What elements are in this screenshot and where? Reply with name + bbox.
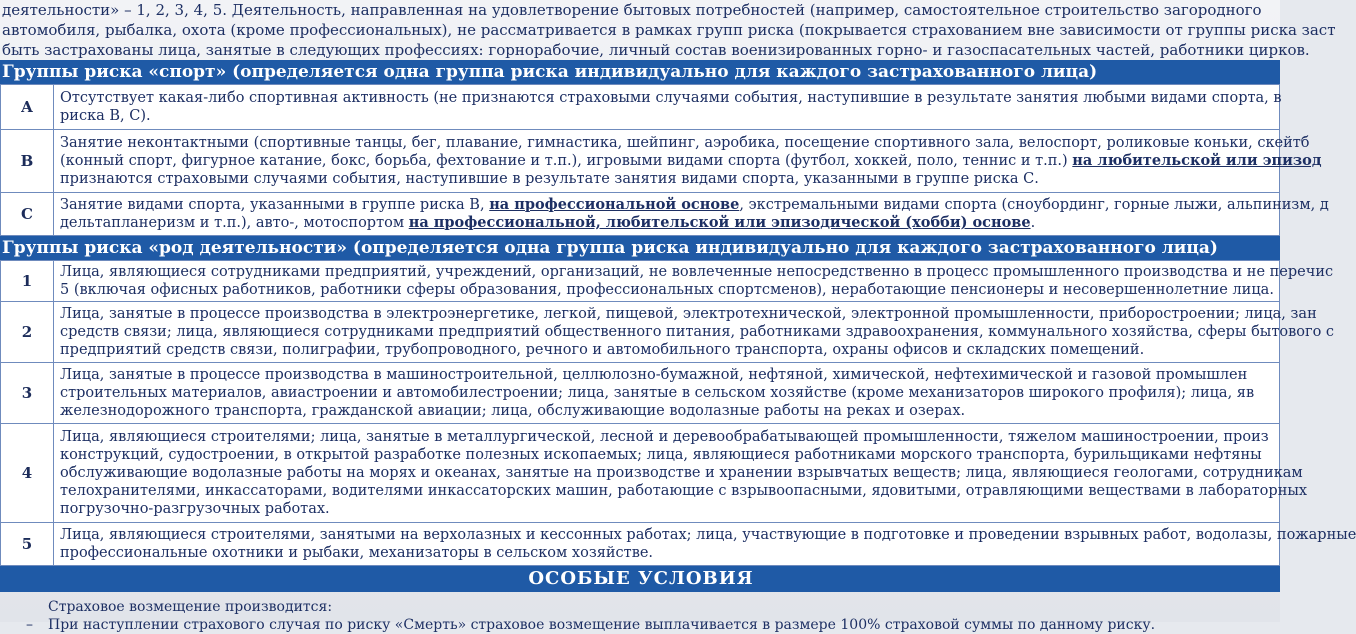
description-line: обслуживающие водолазные работы на морях и океанах, занятые на производстве и хранении взрывчатых веществ; лица, являющиеся геологами, сотрудникам	[60, 465, 1303, 481]
description-line: конструкций, судостроении, в открытой разработке полезных ископаемых; лица, являющиеся работниками морского транспорта, бурильщиками нефтяны	[60, 447, 1262, 463]
description-line: Занятие неконтактными (спортивные танцы, бег, плавание, гимнастика, шейпинг, аэробика, посещение спортивного зала, велоспорт, роликовые коньки, скейтб	[60, 135, 1310, 151]
risk-description	[54, 130, 1322, 193]
description-line: Лица, являющиеся сотрудниками предприятий, учреждений, организаций, не вовлеченные непосредственно в процесс промышленного производства и не перечис	[60, 264, 1334, 280]
description-line: строительных материалов, авиастроении и автомобилестроении; лица, занятые в сельском хозяйстве (кроме механизаторов широкого профиля); лица, яв	[60, 385, 1255, 401]
description-line: Лица, являющиеся строителями; лица, занятые в металлургической, лесной и деревообрабатывающей промышленности, тяжелом машиностроении, произ	[60, 429, 1269, 445]
intro-line: автомобиля, рыбалка, охота (кроме профессиональных), не рассматривается в рамках групп риска (покрывается страхованием вне зависимости от группы риска заст	[2, 21, 1336, 39]
sport-section-title: Группы риска «спорт» (определяется одна группа риска индивидуально для каждого застрахованного лица)	[0, 60, 1280, 84]
list-item	[26, 616, 1280, 634]
description-line: Отсутствует какая-либо спортивная активность (не признаются страховыми случаями события, наступившие в результате занятия любыми видами спорта, в	[60, 90, 1282, 106]
description-text: дельтапланеризм и т.п.), авто-, мотоспортом	[60, 215, 409, 231]
risk-code: C	[1, 193, 54, 236]
risk-description	[54, 523, 1356, 566]
description-line: предприятий средств связи, полиграфии, трубопроводного, речного и автомобильного транспорта, охраны офисов и складских помещений.	[60, 342, 1145, 358]
intro-text	[0, 0, 1336, 60]
risk-description	[54, 261, 1334, 302]
work-section-title: Группы риска «род деятельности» (определяется одна группа риска индивидуально для каждого застрахованного лица)	[0, 236, 1280, 260]
table-row	[1, 363, 1280, 424]
description-line: 5 (включая офисных работников, работники сферы образования, профессиональных спортсменов), неработающие пенсионеры и несовершеннолетние лица.	[60, 282, 1274, 298]
description-line: признаются страховыми случаями события, наступившие в результате занятия видами спорта, указанными в группе риска С.	[60, 171, 1039, 187]
table-row	[1, 85, 1280, 130]
description-line	[60, 196, 1329, 214]
risk-code: 5	[1, 523, 54, 566]
risk-description	[54, 193, 1329, 236]
list-item-text: При наступлении страхового случая по риску «Смерть» страховое возмещение выплачивается в размере 100% страховой суммы по данному риску.	[48, 617, 1156, 633]
description-line	[60, 152, 1322, 170]
risk-code: 1	[1, 261, 54, 302]
description-line: телохранителями, инкассаторами, водителями инкассаторских машин, работающие с взрывоопасными, ядовитыми, отравляющими веществами в лабораторных	[60, 483, 1308, 499]
description-line: Лица, являющиеся строителями, занятыми на верхолазных и кессонных работах; лица, участвующие в подготовке и проведении взрывных работ, водолазы, пожарные	[60, 527, 1356, 543]
special-intro: Страховое возмещение производится:	[48, 599, 333, 615]
emphasis-text: на любительской или эпизод	[1072, 152, 1322, 169]
table-row	[1, 424, 1280, 523]
intro-line: деятельности» – 1, 2, 3, 4, 5. Деятельность, направленная на удовлетворение бытовых потребностей (например, самостоятельное строительство загородного	[2, 1, 1262, 19]
description-line: железнодорожного транспорта, гражданской авиации; лица, обслуживающие водолазные работы на реках и озерах.	[60, 403, 966, 419]
table-row	[1, 261, 1280, 302]
description-text: Занятие видами спорта, указанными в группе риска B,	[60, 197, 490, 213]
description-line: риска В, С).	[60, 108, 151, 124]
special-conditions-title: ОСОБЫЕ УСЛОВИЯ	[0, 566, 1280, 592]
description-line: Лица, занятые в процессе производства в машиностроительной, целлюлозно-бумажной, нефтяной, химической, нефтехимической и газовой промышлен	[60, 367, 1248, 383]
table-row	[1, 302, 1280, 363]
risk-code: A	[1, 85, 54, 130]
description-line: профессиональные охотники и рыбаки, механизаторы в сельском хозяйстве.	[60, 545, 654, 561]
risk-description	[54, 85, 1280, 130]
emphasis-text: на профессиональной, любительской или эпизодической (хобби) основе	[408, 214, 1031, 231]
description-text: .	[1030, 215, 1036, 231]
risk-code: 2	[1, 302, 54, 363]
description-line	[60, 214, 1273, 232]
table-row	[1, 193, 1280, 236]
bullet: –	[26, 617, 33, 633]
description-text: , экстремальными видами спорта (сноубординг, горные лыжи, альпинизм, д	[739, 197, 1329, 213]
sport-risk-table	[0, 84, 1329, 236]
emphasis-text: на профессиональной основе	[489, 196, 740, 213]
risk-description	[54, 302, 1335, 363]
description-line: Лица, занятые в процессе производства в электроэнергетике, легкой, пищевой, электротехнической, электронной промышленности, приборостроении; лица, зан	[60, 306, 1317, 322]
risk-code: 3	[1, 363, 54, 424]
risk-code: B	[1, 130, 54, 193]
special-conditions-text	[0, 592, 1280, 634]
description-line: средств связи; лица, являющиеся сотрудниками предприятий общественного питания, работниками здравоохранения, коммунального хозяйства, сферы бытового с	[60, 324, 1335, 340]
work-risk-table	[0, 260, 1356, 566]
risk-description	[54, 424, 1308, 523]
table-row	[1, 130, 1280, 193]
description-text: (конный спорт, фигурное катание, бокс, борьба, фехтование и т.п.), игровыми видами спорта (футбол, хоккей, поло, теннис и т.п.)	[60, 153, 1073, 169]
intro-line: быть застрахованы лица, занятые в следующих профессиях: горнорабочие, личный состав военизированных горно- и газоспасательных частей, работники цирков.	[2, 41, 1310, 59]
description-line: погрузочно-разгрузочных работах.	[60, 501, 330, 517]
risk-code: 4	[1, 424, 54, 523]
risk-description	[54, 363, 1280, 424]
table-row	[1, 523, 1280, 566]
